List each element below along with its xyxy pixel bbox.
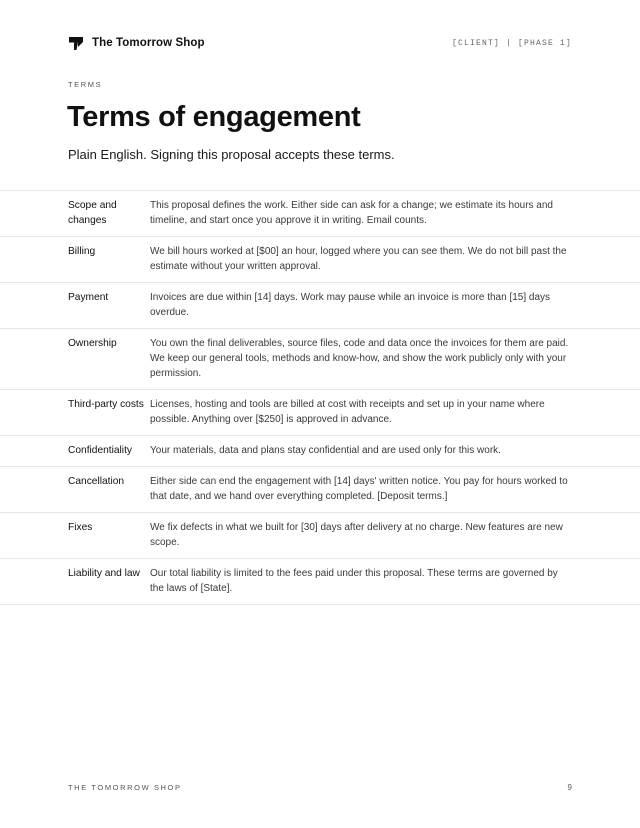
brand (68, 35, 205, 51)
term-row-third-party-costs (0, 390, 640, 436)
term-label: Confidentiality (68, 445, 132, 456)
section-eyebrow: TERMS (68, 80, 103, 89)
term-row-cancellation (0, 467, 640, 513)
page-number: 9 (567, 783, 572, 792)
page-subtitle: Plain English. Signing this proposal accepts these terms. (68, 147, 395, 162)
term-text: This proposal defines the work. Either side can ask for a change; we estimate its hours and timeline, and start once you approve it in writing. Email counts. (150, 200, 553, 226)
term-text: Invoices are due within [14] days. Work may pause while an invoice is more than [15] days overdue. (150, 292, 551, 318)
term-label: Cancellation (68, 476, 125, 487)
brand-name: The Tomorrow Shop (92, 37, 205, 49)
term-text: Either side can end the engagement with [14] days' written notice. You pay for hours worked to that date, and we hand over everything completed. [Deposit terms.] (150, 476, 568, 502)
term-label: Scope and changes (68, 200, 117, 226)
term-label: Billing (68, 246, 96, 257)
document-meta: [CLIENT] | [PHASE 1] (451, 38, 572, 48)
term-row-scope (0, 191, 640, 237)
term-label: Fixes (68, 522, 93, 533)
term-text: Your materials, data and plans stay confidential and are used only for this work. (150, 445, 501, 456)
term-row-payment (0, 283, 640, 329)
term-row-ownership (0, 329, 640, 390)
term-row-fixes (0, 513, 640, 559)
term-text: We fix defects in what we built for [30] days after delivery at no charge. New features are new scope. (150, 522, 563, 548)
page-title: Terms of engagement (67, 101, 361, 133)
term-text: Licenses, hosting and tools are billed at cost with receipts and set up in your name where possible. Anything over [$250] is approved in advance. (150, 399, 545, 425)
tomorrow-shop-logo-icon (68, 35, 84, 51)
term-label: Liability and law (68, 568, 140, 579)
term-row-confidentiality (0, 436, 640, 467)
terms-table (0, 190, 640, 605)
term-label: Third-party costs (68, 399, 144, 410)
term-row-liability-and-law (0, 559, 640, 605)
term-text: Our total liability is limited to the fees paid under this proposal. These terms are governed by the laws of [State]. (150, 568, 558, 594)
footer-brand: THE TOMORROW SHOP (68, 783, 182, 792)
page-footer (68, 783, 572, 792)
term-label: Ownership (68, 338, 117, 349)
term-text: We bill hours worked at [$00] an hour, logged where you can see them. We do not bill past the estimate without your written approval. (150, 246, 567, 272)
page-header (68, 34, 572, 52)
term-text: You own the final deliverables, source files, code and data once the invoices for them are paid. We keep our general tools, methods and know-how, and show the work publicly only with your permission. (150, 338, 569, 379)
term-label: Payment (68, 292, 109, 303)
term-row-billing (0, 237, 640, 283)
